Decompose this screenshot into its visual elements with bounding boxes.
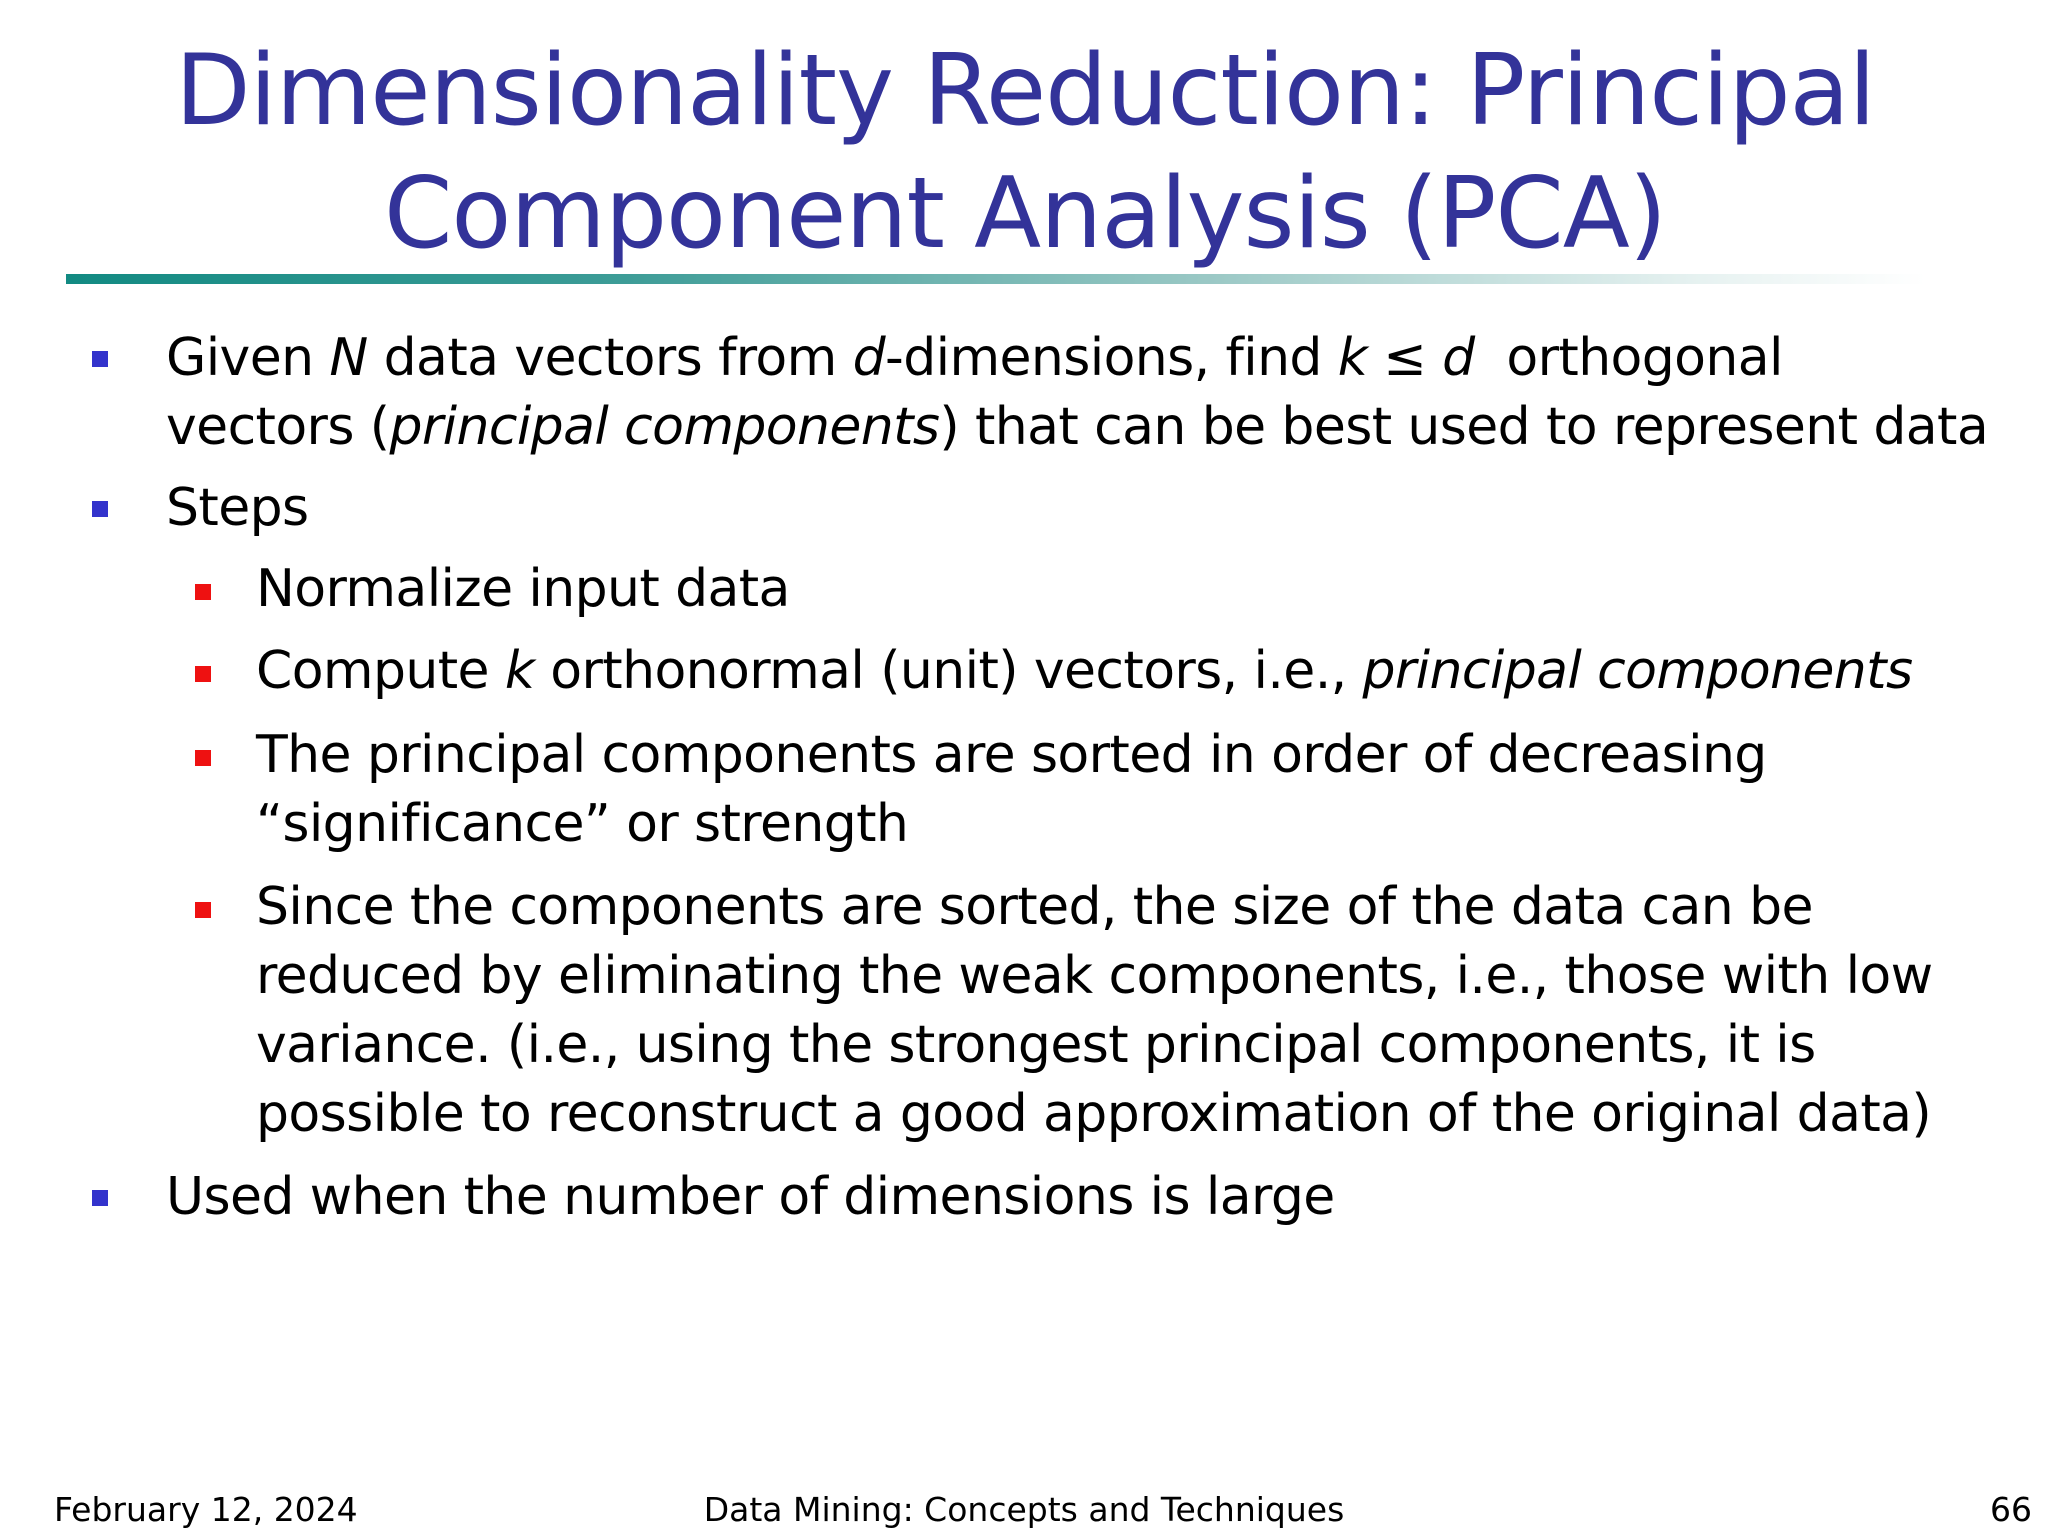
text-run: orthonormal (unit) vectors, i.e., xyxy=(534,641,1363,701)
text-run: Compute xyxy=(256,641,505,701)
sub-bullet-compute xyxy=(256,637,1912,706)
slide-title-line-1: Dimensionality Reduction: Principal xyxy=(175,34,1875,148)
text-run: ≤ xyxy=(1367,328,1443,388)
italic-run: d xyxy=(1442,328,1475,388)
sub-bullet-square-icon xyxy=(195,584,211,600)
sub-bullet-normalize: Normalize input data xyxy=(256,559,790,619)
sub-bullet-since-line-3: variance. (i.e., using the strongest principal components, it is xyxy=(256,1015,1816,1075)
sub-bullet-since-line-4: possible to reconstruct a good approximation of the original data) xyxy=(256,1084,1932,1144)
title-underline-rule xyxy=(66,274,1926,284)
bullet-used: Used when the number of dimensions is large xyxy=(166,1167,1335,1227)
text-run: Given xyxy=(166,328,330,388)
slide-title xyxy=(60,30,1990,276)
bullet-square-icon xyxy=(92,351,108,367)
bullet-steps: Steps xyxy=(166,478,309,538)
slide-title-line-2: Component Analysis (PCA) xyxy=(383,157,1667,271)
bullet-square-icon xyxy=(92,501,108,517)
italic-run: k xyxy=(504,641,535,701)
sub-bullet-since-line-2: reduced by eliminating the weak components, i.e., those with low xyxy=(256,946,1933,1006)
italic-run: N xyxy=(329,328,368,388)
bullet-square-icon xyxy=(92,1190,108,1206)
text-run: ) that can be best used to represent data xyxy=(939,397,1989,457)
sub-bullet-square-icon xyxy=(195,750,211,766)
sub-bullet-square-icon xyxy=(195,902,211,918)
italic-run: principal components xyxy=(1362,641,1913,701)
italic-run: d xyxy=(852,328,886,388)
sub-bullet-since-line-1: Since the components are sorted, the size of the data can be xyxy=(256,877,1813,937)
sub-bullet-square-icon xyxy=(195,666,211,682)
sub-bullet-sorted-line-2: “significance” or strength xyxy=(256,794,909,854)
bullet-given-line-2 xyxy=(166,393,1988,462)
bullet-given-line-1 xyxy=(166,324,1783,393)
italic-run: k xyxy=(1337,328,1368,388)
text-run: vectors ( xyxy=(166,397,390,457)
text-run: -dimensions, find xyxy=(885,328,1338,388)
text-run: orthogonal xyxy=(1474,328,1783,388)
text-run: data vectors from xyxy=(367,328,853,388)
footer-page-number: 66 xyxy=(1990,1490,2032,1529)
italic-run: principal components xyxy=(389,397,940,457)
sub-bullet-sorted-line-1: The principal components are sorted in order of decreasing xyxy=(256,725,1767,785)
footer-course-title: Data Mining: Concepts and Techniques xyxy=(703,1490,1345,1529)
footer-date: February 12, 2024 xyxy=(54,1490,358,1529)
